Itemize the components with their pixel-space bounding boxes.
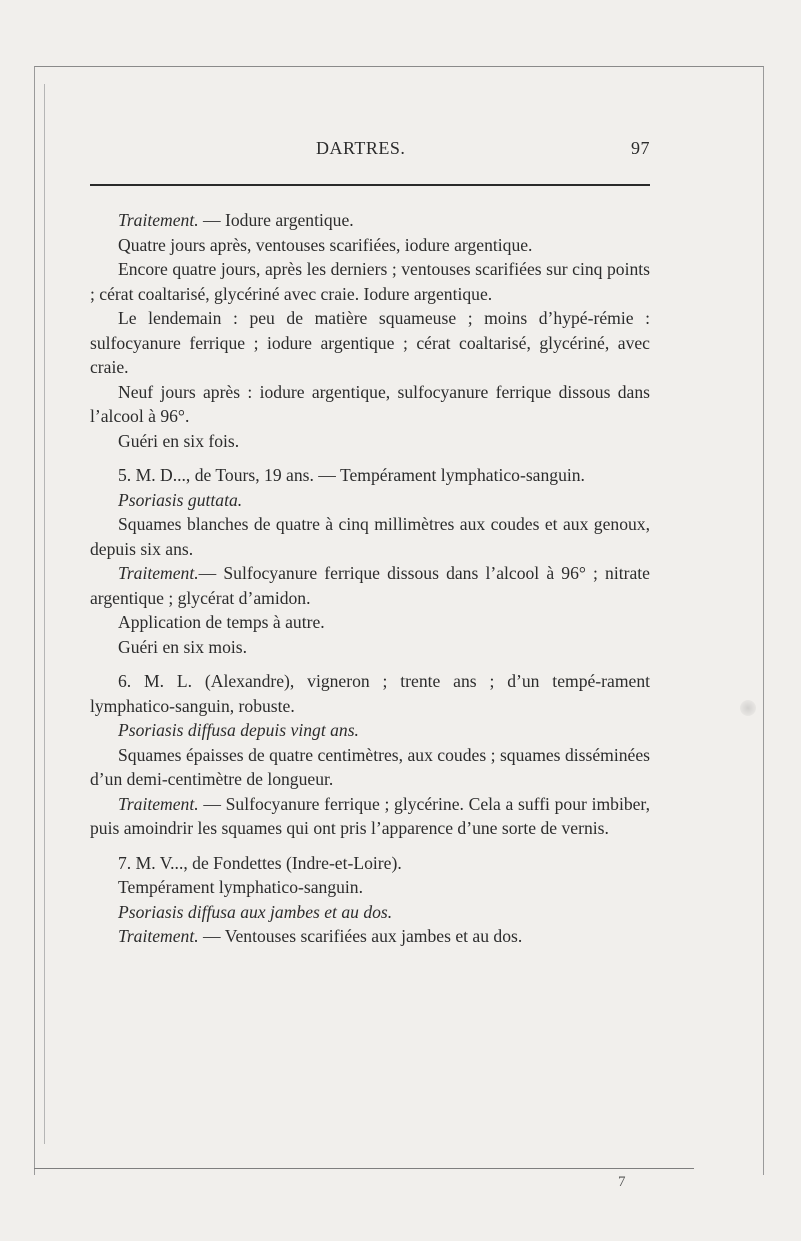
diagnosis: Psoriasis diffusa aux jambes et au dos.	[118, 901, 393, 922]
paragraph: Quatre jours après, ventouses scarifiées, iodure argentique.	[118, 234, 533, 255]
treatment-heading: Traitement.	[118, 210, 199, 230]
paragraph: Tempérament lymphatico-sanguin.	[118, 877, 364, 897]
paper-blemish	[740, 700, 756, 716]
running-title: DARTRES.	[316, 138, 406, 158]
diagnosis: Psoriasis diffusa depuis vingt ans.	[118, 720, 359, 740]
treatment-heading: Traitement.	[118, 563, 199, 583]
header-rule	[90, 184, 650, 186]
paragraph: Traitement.— Sulfocyanure ferrique dissous dans l’alcool à 96° ; nitrate argentique ; glycérat d’amidon.	[90, 563, 650, 608]
diagnosis: Psoriasis guttata.	[118, 489, 243, 510]
paragraph: Le lendemain : peu de matière squameuse ; moins d’hypé-rémie : sulfocyanure ferrique ; iodure argentique ; cérat coaltarisé, glycériné, avec craie.	[90, 308, 650, 377]
treatment-heading: Traitement.	[118, 793, 199, 814]
page-edge-line	[44, 84, 45, 1144]
case-heading: 7. M. V..., de Fondettes (Indre-et-Loire).	[118, 852, 402, 873]
paragraph: Squames épaisses de quatre centimètres, aux coudes ; squames disséminées d’un demi-centimètre de longueur.	[90, 744, 650, 789]
scan-bottom-edge	[34, 1168, 694, 1169]
running-header	[90, 136, 650, 166]
paragraph: Encore quatre jours, après les derniers ; ventouses scarifiées sur cinq points ; cérat coaltarisé, glycériné avec craie. Iodure argentique.	[90, 259, 650, 304]
paragraph: Squames blanches de quatre à cinq millimètres aux coudes et aux genoux, depuis six ans.	[90, 514, 650, 559]
case-heading: 5. M. D..., de Tours, 19 ans. — Tempérament lymphatico-sanguin.	[118, 465, 585, 485]
paragraph: Application de temps à autre.	[118, 612, 325, 632]
treatment-heading: Traitement.	[118, 926, 199, 946]
paragraph: Guéri en six fois.	[118, 430, 240, 451]
paragraph: Traitement. — Iodure argentique.	[118, 210, 354, 230]
paragraph: Traitement. — Ventouses scarifiées aux jambes et au dos.	[118, 926, 523, 946]
paragraph: Traitement. — Sulfocyanure ferrique ; glycérine. Cela a suffi pour imbiber, puis amoindrir les squames qui ont pris l’apparence d’une sorte de vernis.	[90, 793, 650, 838]
case-heading: 6. M. L. (Alexandre), vigneron ; trente ans ; d’un tempé-rament lymphatico-sanguin, robuste.	[90, 671, 650, 716]
book-page	[90, 136, 650, 949]
paragraph: Neuf jours après : iodure argentique, sulfocyanure ferrique dissous dans l’alcool à 96°.	[90, 381, 650, 426]
footer-mark: 7	[618, 1174, 626, 1190]
page-number: 97	[631, 138, 650, 158]
body-text	[90, 208, 650, 949]
paragraph: Guéri en six mois.	[118, 636, 248, 657]
